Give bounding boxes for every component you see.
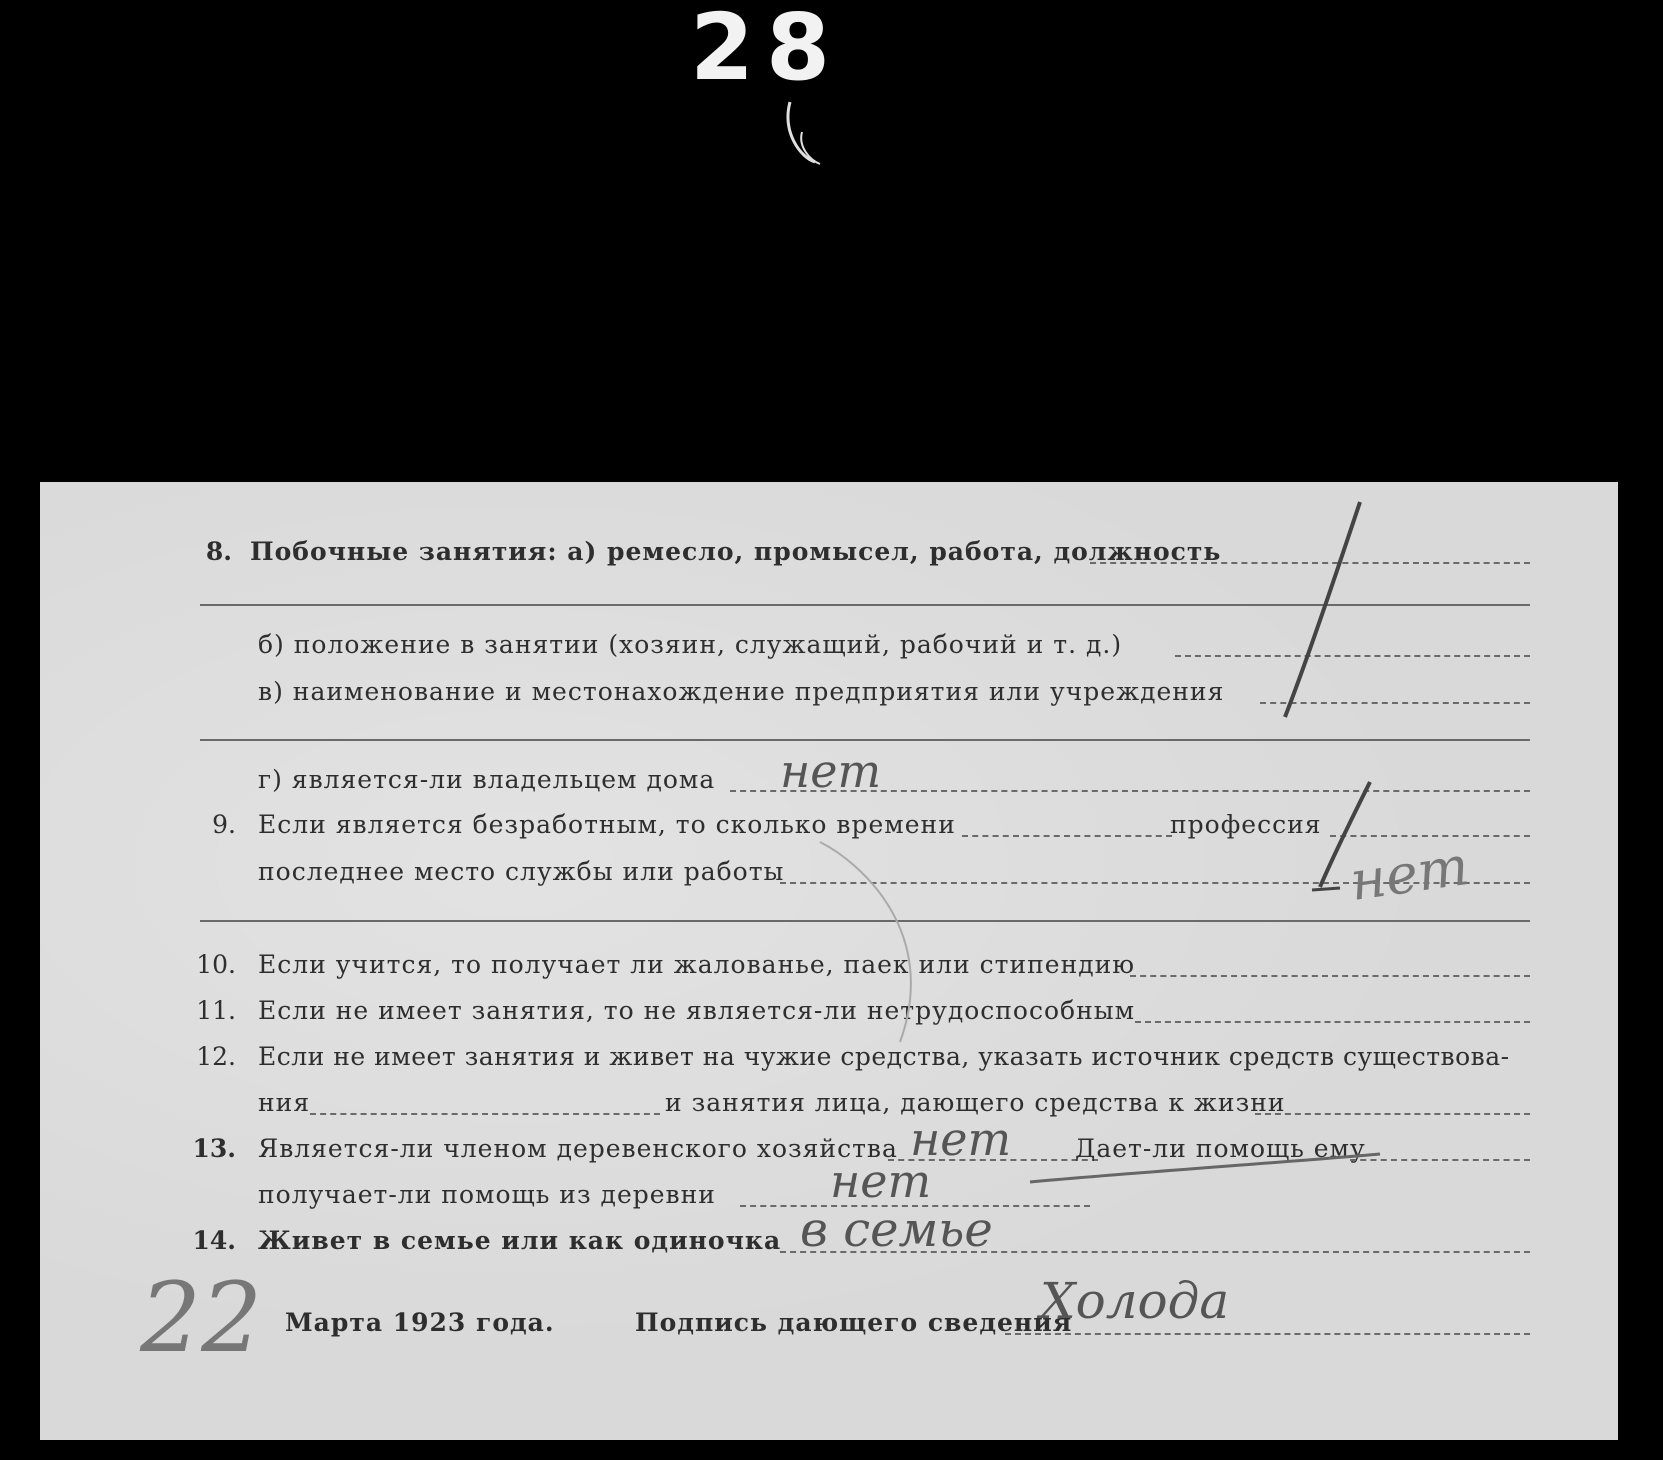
- footer-signature-label: Подпись дающего сведения: [635, 1308, 1073, 1337]
- q14-answer: в семье: [800, 1202, 993, 1258]
- q13-answer1: нет: [910, 1112, 1012, 1166]
- footer-signature: Холода: [1040, 1272, 1230, 1330]
- footer-day: 22: [140, 1262, 263, 1374]
- questionnaire-card: [40, 482, 1618, 1440]
- q9-answer: нет: [1346, 834, 1473, 913]
- q14-label: Живет в семье или как одиночка: [258, 1226, 782, 1255]
- q12-line1: Если не имеет занятия и живет на чужие средства, указать источник средств существова-: [258, 1042, 1510, 1071]
- q9-number: 9.: [212, 810, 236, 839]
- q8-b-label: б) положение в занятии (хозяин, служащий, рабочий и т. д.): [258, 630, 1123, 659]
- q13-line2: получает-ли помощь из деревни: [258, 1180, 716, 1209]
- q8-g-label: г) является-ли владельцем дома: [258, 765, 716, 794]
- q13-line1b: Дает-ли помощь ему: [1075, 1134, 1366, 1163]
- q9-profession-label: профессия: [1170, 810, 1322, 839]
- q14-number: 14.: [192, 1226, 236, 1255]
- q12-number: 12.: [196, 1042, 236, 1071]
- q12-line2b: и занятия лица, дающего средства к жизни: [665, 1088, 1286, 1117]
- q8-number: 8.: [205, 537, 232, 566]
- q8-g-answer: нет: [780, 744, 882, 798]
- q9-line1: Если является безработным, то сколько времени: [258, 810, 956, 839]
- q9-line2: последнее место службы или работы: [258, 857, 785, 886]
- q10-label: Если учится, то получает ли жалованье, паек или стипендию: [258, 950, 1136, 979]
- q13-number: 13.: [192, 1134, 236, 1163]
- stamp-mark: [780, 92, 860, 172]
- footer-month-year: Марта 1923 года.: [285, 1308, 555, 1337]
- q11-number: 11.: [196, 996, 236, 1025]
- q12-line2a: ния: [258, 1088, 311, 1117]
- q11-label: Если не имеет занятия, то не является-ли нетрудоспособным: [258, 996, 1136, 1025]
- archive-page-number: 28: [690, 0, 843, 101]
- q10-number: 10.: [196, 950, 236, 979]
- pencil-strokes: [40, 482, 1618, 1440]
- q8-a-label: Побочные занятия: а) ремесло, промысел, работа, должность: [250, 537, 1222, 566]
- q8-v-label: в) наименование и местонахождение предприятия или учреждения: [258, 677, 1225, 706]
- q13-line1: Является-ли членом деревенского хозяйства: [258, 1134, 898, 1163]
- q13-answer2: нет: [830, 1154, 932, 1208]
